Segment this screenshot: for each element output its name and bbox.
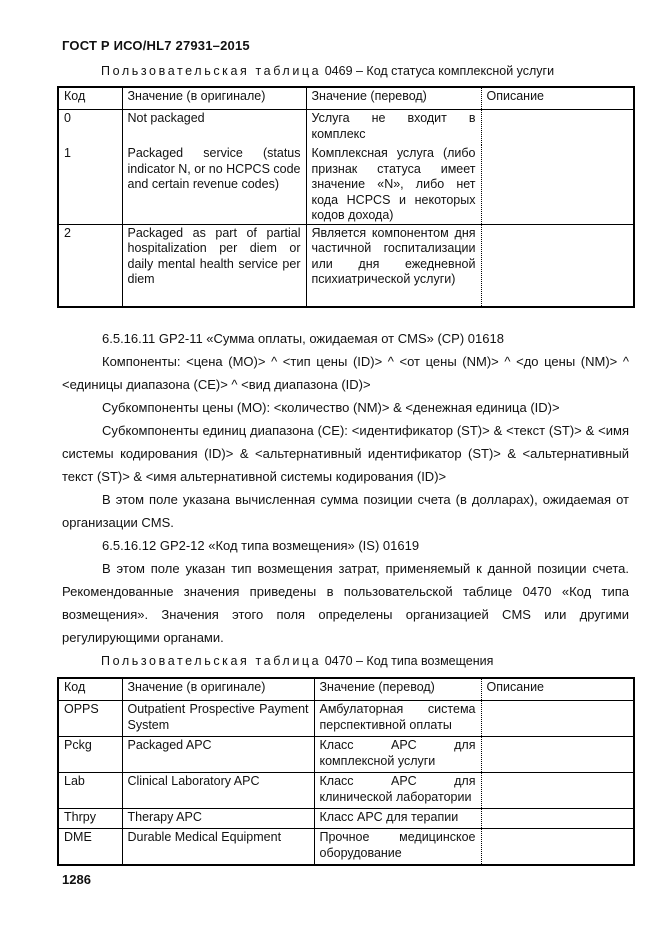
table-header-row bbox=[58, 87, 634, 110]
row-original: Packaged APC bbox=[122, 737, 314, 773]
row-original: Not packaged bbox=[122, 110, 306, 146]
col-header-original: Значение (в оригинале) bbox=[122, 678, 314, 701]
table-row bbox=[58, 224, 634, 307]
row-description bbox=[481, 737, 634, 773]
row-original: Packaged service (status indicator N, or no HCPCS code and certain revenue codes) bbox=[122, 145, 306, 224]
row-description bbox=[481, 809, 634, 829]
row-code: 1 bbox=[64, 146, 71, 160]
col-header-original: Значение (в оригинале) bbox=[122, 87, 306, 110]
table-0470 bbox=[57, 677, 635, 866]
row-original: Clinical Laboratory APC bbox=[122, 773, 314, 809]
table-row bbox=[58, 829, 634, 866]
row-description bbox=[481, 224, 634, 307]
table-row bbox=[58, 701, 634, 737]
table1-caption-rest: 0469 – Код статуса комплексной услуги bbox=[324, 64, 555, 78]
row-original: Therapy APC bbox=[122, 809, 314, 829]
table-row bbox=[58, 737, 634, 773]
table-row bbox=[58, 145, 634, 224]
table-row bbox=[58, 773, 634, 809]
field-description: В этом поле указан тип возмещения затрат, применяемый к данной позиции счета. Рекомендованные значения приведены в пользовательской таблице 0470 «Код типа возмещения». Значения этого поля определены организацией CMS или другими регулирующими органами. bbox=[62, 561, 629, 645]
page-number: 1286 bbox=[62, 872, 91, 887]
row-description bbox=[481, 773, 634, 809]
row-translation: Класс APC для терапии bbox=[314, 809, 481, 829]
row-description bbox=[481, 110, 634, 146]
row-translation: Класс APC для клинической лаборатории bbox=[314, 773, 481, 809]
table-0469 bbox=[57, 86, 635, 308]
row-description bbox=[481, 829, 634, 866]
field-description: В этом поле указана вычисленная сумма позиции счета (в долларах), ожидаемая от организации CMS. bbox=[62, 492, 629, 530]
table2-caption bbox=[101, 654, 493, 668]
col-header-code: Код bbox=[58, 87, 122, 110]
row-description bbox=[481, 701, 634, 737]
table-row bbox=[58, 809, 634, 829]
row-code: Thrpy bbox=[58, 809, 122, 829]
document-header: ГОСТ Р ИСО/HL7 27931–2015 bbox=[62, 38, 250, 53]
col-header-translation: Значение (перевод) bbox=[314, 678, 481, 701]
row-code: 0 bbox=[64, 111, 71, 125]
section-6-5-16-11 bbox=[62, 327, 629, 649]
table-header-row bbox=[58, 678, 634, 701]
col-header-description: Описание bbox=[481, 678, 634, 701]
row-translation: Комплексная услуга (либо признак статуса имеет значение «N», либо нет кода HCPCS и некоторых кодов дохода) bbox=[306, 145, 481, 224]
row-translation: Является компонентом дня частичной госпитализации или дня ежедневной психиатрической услуги) bbox=[306, 224, 481, 307]
col-header-description: Описание bbox=[481, 87, 634, 110]
row-code: Lab bbox=[58, 773, 122, 809]
range-subcomponents-text: Субкомпоненты единиц диапазона (CE): <идентификатор (ST)> & <текст (ST)> & <имя системы кодирования (ID)> & <альтернативный идентификатор (ST)> & <альтернативный текст (ST)> & <имя альтернативной системы кодирования (ID)> bbox=[62, 423, 629, 484]
table-row bbox=[58, 110, 634, 146]
row-code: 2 bbox=[58, 224, 122, 307]
row-translation: Класс APC для комплексной услуги bbox=[314, 737, 481, 773]
row-translation: Услуга не входит в комплекс bbox=[306, 110, 481, 146]
row-original: Durable Medical Equipment bbox=[122, 829, 314, 866]
table1-caption bbox=[101, 64, 554, 78]
row-code: DME bbox=[58, 829, 122, 866]
col-header-translation: Значение (перевод) bbox=[306, 87, 481, 110]
section-heading: 6.5.16.12 GP2-12 «Код типа возмещения» (IS) 01619 bbox=[102, 538, 420, 553]
row-original: Outpatient Prospective Payment System bbox=[122, 701, 314, 737]
price-subcomponents-text: Субкомпоненты цены (MO): <количество (NM)> & <денежная единица (ID)> bbox=[102, 400, 560, 415]
row-translation: Амбулаторная система перспективной оплаты bbox=[314, 701, 481, 737]
table1-caption-word: Пользовательская таблица bbox=[101, 64, 322, 78]
components-text: Компоненты: <цена (MO)> ^ <тип цены (ID)> ^ <от цены (NM)> ^ <до цены (NM)> ^ <единицы диапазона (CE)> ^ <вид диапазона (ID)> bbox=[62, 354, 629, 392]
section-heading: 6.5.16.11 GP2-11 «Сумма оплаты, ожидаемая от CMS» (CP) 01618 bbox=[102, 331, 504, 346]
col-header-code: Код bbox=[58, 678, 122, 701]
table2-caption-rest: 0470 – Код типа возмещения bbox=[324, 654, 494, 668]
row-original: Packaged as part of partial hospitalization per diem or daily mental health service per diem bbox=[122, 224, 306, 307]
table2-caption-word: Пользовательская таблица bbox=[101, 654, 322, 668]
row-description bbox=[481, 145, 634, 224]
row-translation: Прочное медицинское оборудование bbox=[314, 829, 481, 866]
row-code: OPPS bbox=[64, 702, 99, 716]
row-code: Pckg bbox=[58, 737, 122, 773]
